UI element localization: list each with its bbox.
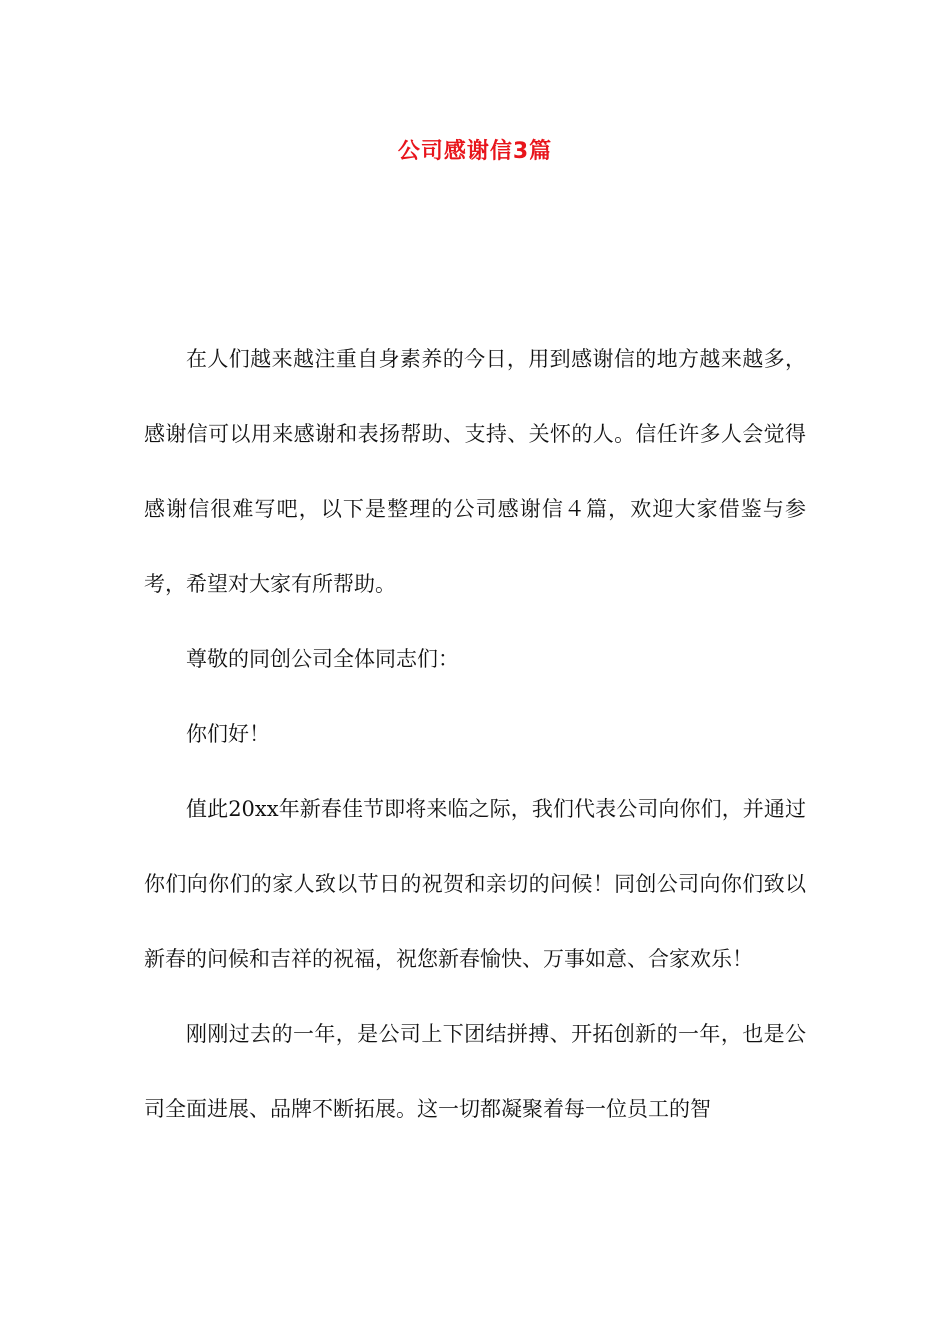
document-title: 公司感谢信3篇 xyxy=(397,139,553,164)
body-paragraph-2: 刚刚过去的一年，是公司上下团结拼搏、开拓创新的一年，也是公司全面进展、品牌不断拓展。这一切都凝聚着每一位员工的智 xyxy=(144,1022,806,1121)
document-body xyxy=(144,322,806,1147)
greeting: 你们好！ xyxy=(186,722,270,746)
intro-paragraph: 在人们越来越注重自身素养的今日，用到感谢信的地方越来越多，感谢信可以用来感谢和表扬帮助、支持、关怀的人。信任许多人会觉得感谢信很难写吧，以下是整理的公司感谢信４篇，欢迎大家借鉴与参考，希望对大家有所帮助。 xyxy=(144,347,806,596)
salutation: 尊敬的同创公司全体同志们： xyxy=(186,647,459,671)
body-paragraph-1: 值此20xx年新春佳节即将来临之际，我们代表公司向你们，并通过你们向你们的家人致以节日的祝贺和亲切的问候！同创公司向你们致以新春的问候和吉祥的祝福，祝您新春愉快、万事如意、合家欢乐！ xyxy=(144,797,806,971)
